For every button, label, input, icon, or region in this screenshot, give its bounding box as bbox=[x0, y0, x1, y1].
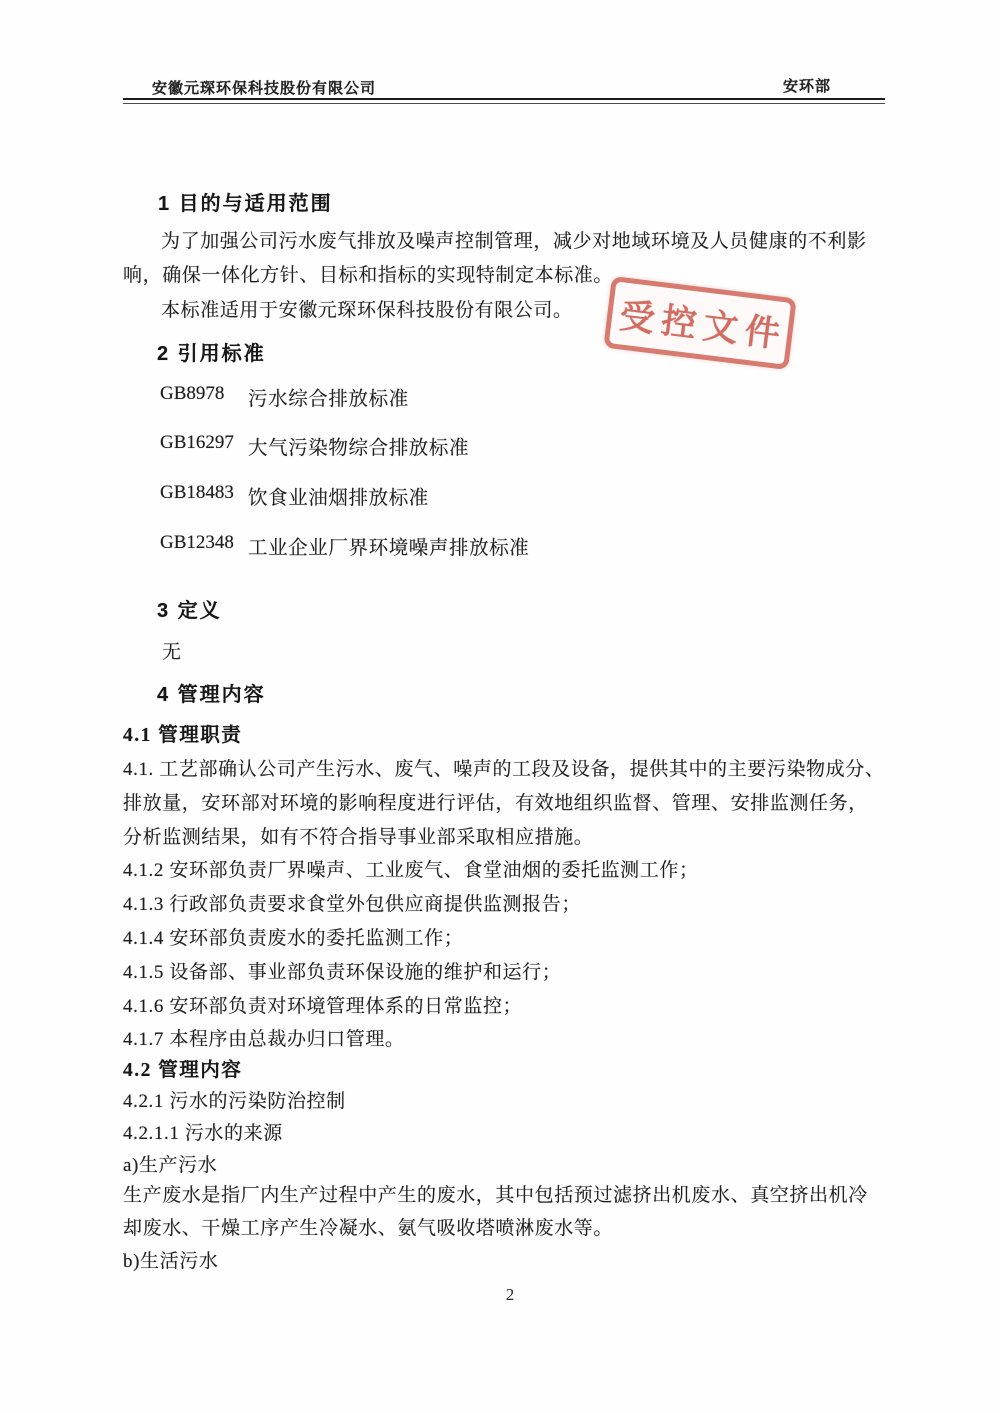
responsibility-item: 4.1.2 安环部负责厂界噪声、工业废气、食堂油烟的委托监测工作； bbox=[123, 860, 699, 881]
responsibility-item: 4.1.5 设备部、事业部负责环保设施的维护和运行； bbox=[123, 962, 562, 983]
responsibility-paragraph-line: 排放量，安环部对环境的影响程度进行评估，有效地组织监督、管理、安排监测任务， bbox=[123, 793, 868, 814]
item-a-production-sewage: a)生产污水 bbox=[123, 1155, 218, 1176]
wastewater-paragraph-line: 生产废水是指厂内生产过程中产生的废水，其中包括预过滤挤出机废水、真空挤出机冷 bbox=[123, 1185, 868, 1206]
responsibility-item: 4.1.6 安环部负责对环境管理体系的日常监控； bbox=[123, 996, 523, 1017]
stamp-text: 受控文件 bbox=[617, 296, 789, 356]
standard-row bbox=[160, 532, 529, 560]
section-4-title: 4 管理内容 bbox=[157, 684, 266, 706]
purpose-paragraph-line: 为了加强公司污水废气排放及噪声控制管理，减少对地域环境及人员健康的不利影 bbox=[161, 231, 867, 252]
standard-name: 污水综合排放标准 bbox=[248, 389, 409, 410]
definition-none: 无 bbox=[162, 642, 182, 663]
section-4-2-title: 4.2 管理内容 bbox=[123, 1060, 243, 1081]
subsection-line: 4.2.1 污水的污染防治控制 bbox=[123, 1091, 346, 1112]
section-4-1-title: 4.1 管理职责 bbox=[123, 725, 243, 746]
header-department: 安环部 bbox=[783, 78, 832, 95]
scope-line: 本标准适用于安徽元琛环保科技股份有限公司。 bbox=[161, 300, 573, 321]
responsibility-item: 4.1.3 行政部负责要求食堂外包供应商提供监测报告； bbox=[123, 894, 581, 915]
standard-code: GB8978 bbox=[160, 383, 225, 404]
item-b-domestic-sewage: b)生活污水 bbox=[123, 1251, 219, 1272]
responsibility-item: 4.1.4 安环部负责废水的委托监测工作； bbox=[123, 928, 464, 949]
page-number: 2 bbox=[505, 1285, 515, 1304]
responsibility-paragraph-line: 分析监测结果，如有不符合指导事业部采取相应措施。 bbox=[123, 827, 594, 848]
standard-row bbox=[160, 432, 469, 460]
section-3-title: 3 定义 bbox=[157, 600, 222, 622]
subsection-line: 4.2.1.1 污水的来源 bbox=[123, 1123, 283, 1144]
standard-code: GB16297 bbox=[160, 432, 234, 453]
header-rule bbox=[123, 98, 885, 104]
wastewater-paragraph-line: 却废水、干燥工序产生冷凝水、氨气吸收塔喷淋废水等。 bbox=[123, 1218, 614, 1239]
purpose-paragraph-line: 响，确保一体化方针、目标和指标的实现特制定本标准。 bbox=[123, 265, 614, 286]
section-2-title: 2 引用标准 bbox=[157, 343, 266, 365]
standard-code: GB12348 bbox=[160, 532, 234, 553]
section-1-title: 1 目的与适用范围 bbox=[158, 193, 333, 215]
responsibility-item: 4.1.7 本程序由总裁办归口管理。 bbox=[123, 1029, 405, 1050]
standard-row bbox=[160, 383, 409, 411]
standard-row bbox=[160, 482, 429, 510]
standard-code: GB18483 bbox=[160, 482, 234, 503]
controlled-document-stamp bbox=[603, 276, 796, 370]
standard-name: 饮食业油烟排放标准 bbox=[248, 488, 429, 509]
header-company: 安徽元琛环保科技股份有限公司 bbox=[152, 80, 377, 97]
responsibility-paragraph-line: 4.1. 工艺部确认公司产生污水、废气、噪声的工段及设备，提供其中的主要污染物成分、 bbox=[123, 759, 885, 780]
standard-name: 大气污染物综合排放标准 bbox=[248, 438, 470, 459]
standard-name: 工业企业厂界环境噪声排放标准 bbox=[248, 538, 530, 559]
